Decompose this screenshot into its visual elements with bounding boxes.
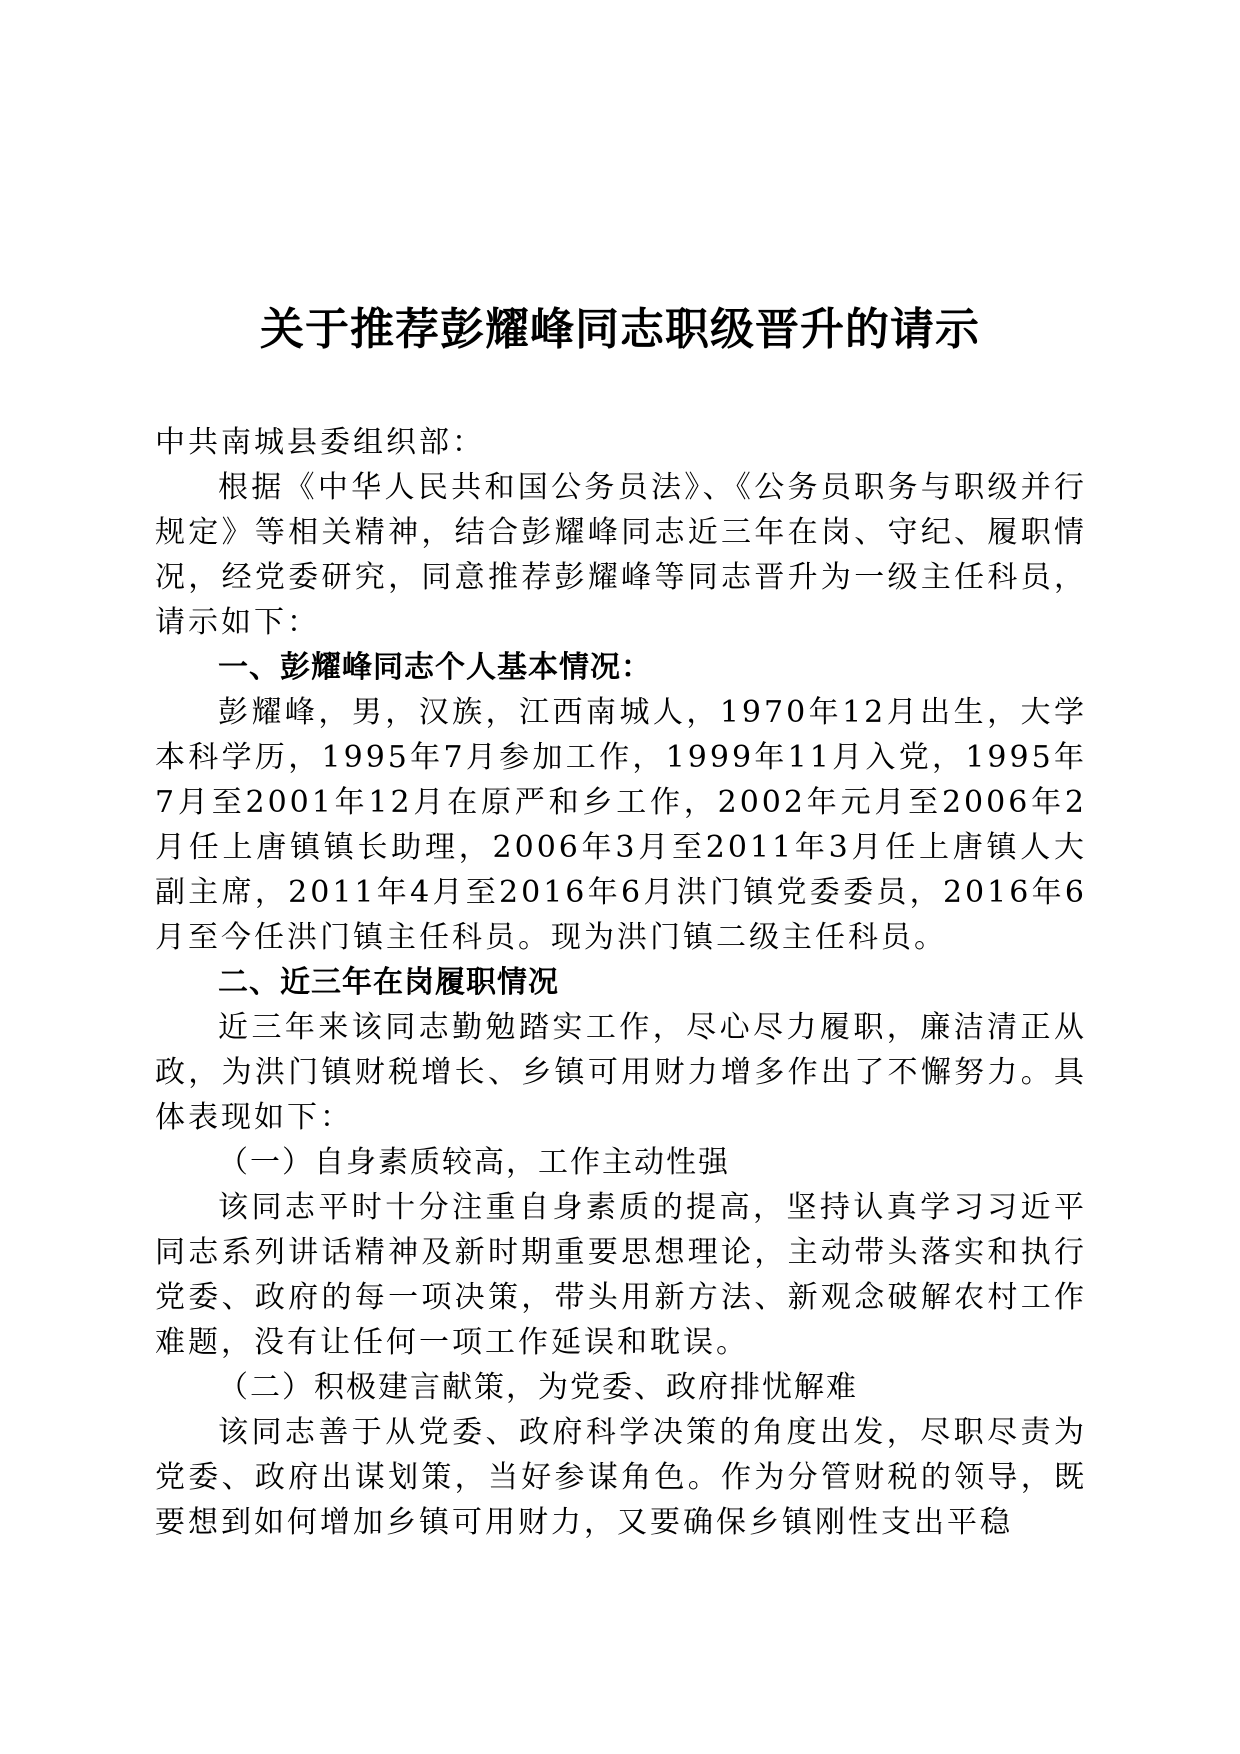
section-1-paragraph: 彭耀峰，男，汉族，江西南城人，1970年12月出生，大学本科学历，1995年7月参加工作，1999年11月入党，1995年7月至2001年12月在原严和乡工作，2002年元月至2006年2月任上唐镇镇长助理，2006年3月至2011年3月任上唐镇人大副主席，2011年4月至2016年6月洪门镇党委委员，2016年6月至今任洪门镇主任科员。现为洪门镇二级主任科员。	[155, 695, 1087, 955]
intro-paragraph: 根据《中华人民共和国公务员法》、《公务员职务与职级并行规定》等相关精神，结合彭耀峰同志近三年在岗、守纪、履职情况，经党委研究，同意推荐彭耀峰等同志晋升为一级主任科员，请示如下：	[155, 470, 1087, 640]
salutation: 中共南城县委组织部：	[155, 425, 485, 460]
section-1-heading: 一、彭耀峰同志个人基本情况：	[218, 650, 652, 685]
section-2-heading: 二、近三年在岗履职情况	[218, 965, 559, 1000]
subsection-1-paragraph: 该同志平时十分注重自身素质的提高，坚持认真学习习近平同志系列讲话精神及新时期重要思想理论，主动带头落实和执行党委、政府的每一项决策，带头用新方法、新观念破解农村工作难题，没有让任何一项工作延误和耽误。	[155, 1190, 1087, 1360]
document-title: 关于推荐彭耀峰同志职级晋升的请示	[260, 304, 980, 355]
subsection-2-paragraph: 该同志善于从党委、政府科学决策的角度出发，尽职尽责为党委、政府出谋划策，当好参谋角色。作为分管财税的领导，既要想到如何增加乡镇可用财力，又要确保乡镇刚性支出平稳	[155, 1415, 1087, 1540]
document-body	[155, 420, 1087, 1545]
section-2-intro-paragraph: 近三年来该同志勤勉踏实工作，尽心尽力履职，廉洁清正从政，为洪门镇财税增长、乡镇可用财力增多作出了不懈努力。具体表现如下：	[155, 1010, 1087, 1135]
subsection-2-heading: （二）积极建言献策，为党委、政府排忧解难	[218, 1370, 858, 1405]
subsection-1-heading: （一）自身素质较高，工作主动性强	[218, 1145, 730, 1180]
